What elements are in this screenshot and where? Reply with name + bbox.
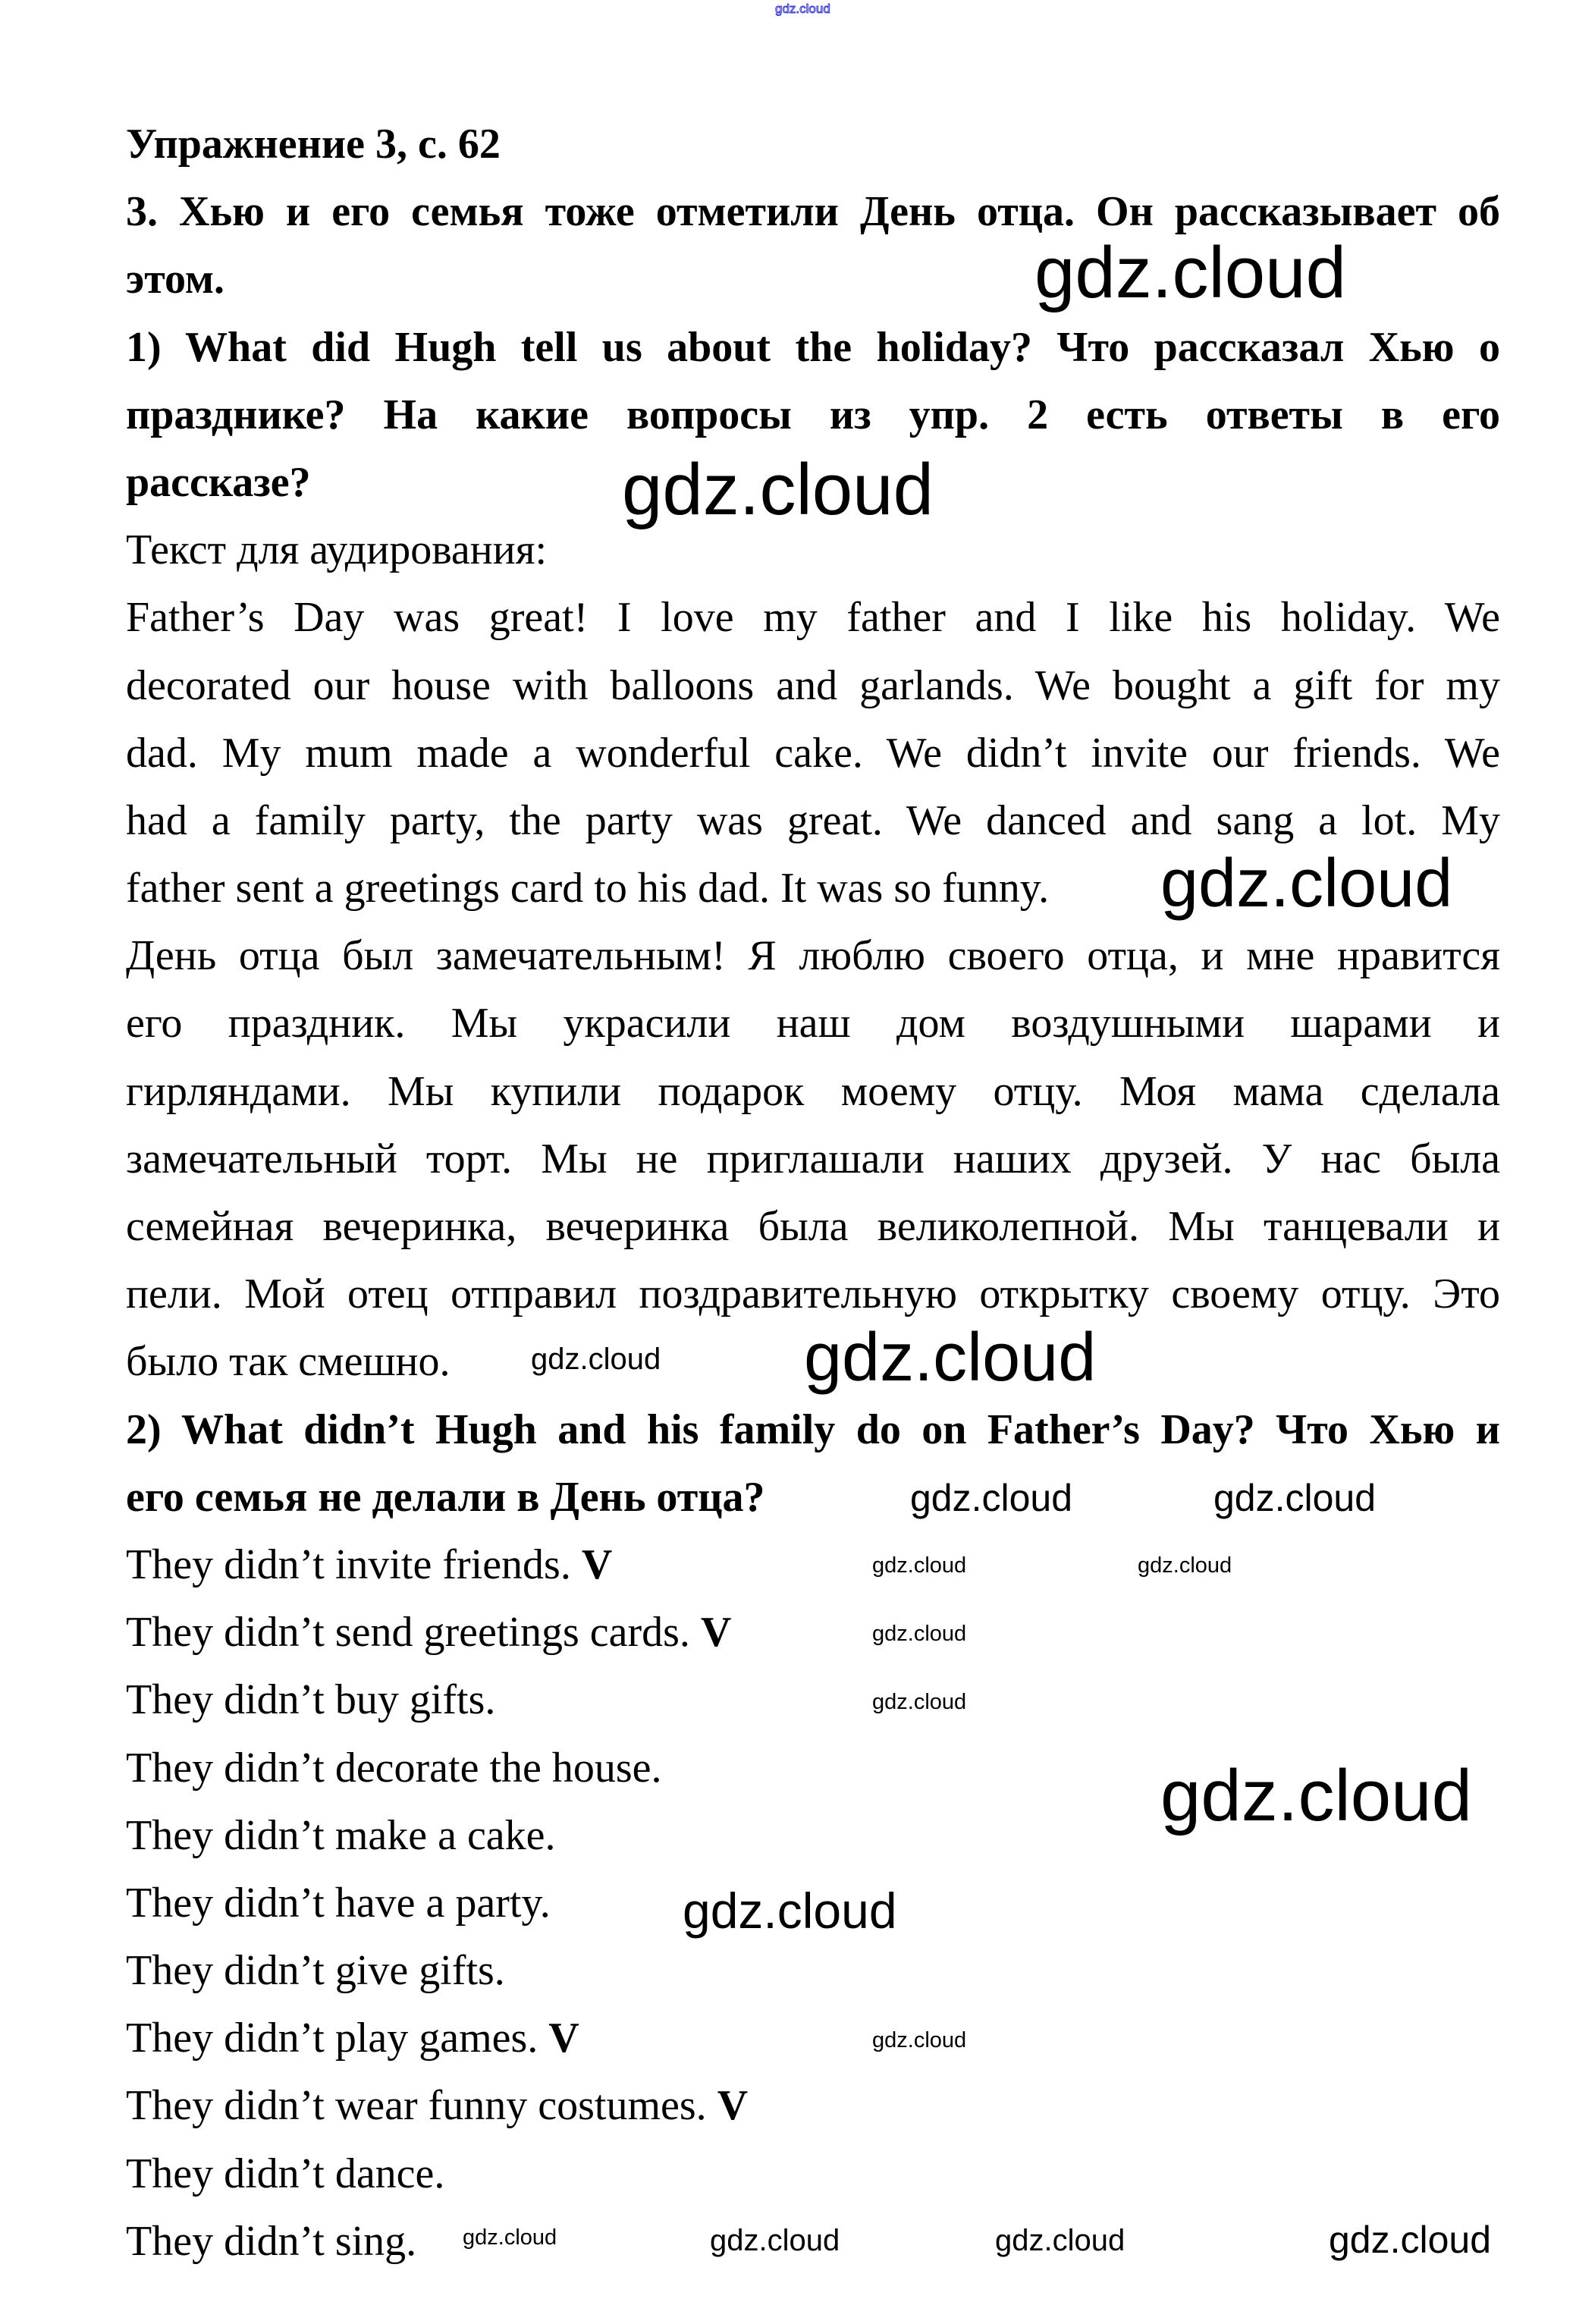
english-text-line: father sent a greetings card to his dad. It was so funny.	[126, 865, 1050, 912]
question-1-line: 1) What did Hugh tell us about the holiday? Что рассказал Хью о	[126, 323, 1500, 371]
question-1-line: празднике? На какие вопросы из упр. 2 есть ответы в его	[126, 391, 1500, 438]
watermark: gdz.cloud	[995, 2224, 1125, 2257]
answer-text: They didn’t dance.	[126, 2150, 445, 2197]
answer-text: They didn’t send greetings cards.	[126, 1609, 690, 1657]
watermark: gdz.cloud	[910, 1477, 1073, 1519]
english-text-line: Father’s Day was great! I love my father and I like his holiday. We	[126, 594, 1500, 642]
answer-item	[126, 2005, 1500, 2072]
answer-text: They didn’t wear funny costumes.	[126, 2082, 707, 2130]
answer-check-mark: V	[717, 2082, 749, 2130]
watermark: gdz.cloud	[1329, 2219, 1492, 2261]
question-2-line: его семья не делали в День отца?	[126, 1473, 765, 1521]
watermark: gdz.cloud	[1138, 1553, 1232, 1578]
watermark: gdz.cloud	[531, 1343, 661, 1376]
russian-text-line: гирляндами. Мы купили подарок моему отцу. Моя мама сделала	[126, 1067, 1500, 1115]
russian-text-line: его праздник. Мы украсили наш дом воздушными шарами и	[126, 1000, 1500, 1047]
english-text-line: had a family party, the party was great. We danced and sang a lot. My	[126, 796, 1500, 844]
watermark-top: gdz.cloud	[775, 2, 830, 16]
answer-item	[126, 1937, 1500, 2005]
answer-text: They didn’t give gifts.	[126, 1947, 505, 1995]
answer-text: They didn’t have a party.	[126, 1879, 551, 1927]
answer-item	[126, 2140, 1500, 2208]
watermark: gdz.cloud	[1160, 1755, 1472, 1836]
watermark: gdz.cloud	[463, 2225, 557, 2250]
answer-check-mark: V	[548, 2015, 579, 2062]
answer-item	[126, 1599, 1500, 1666]
watermark: gdz.cloud	[1213, 1477, 1377, 1519]
russian-text-line: пели. Мой отец отправил поздравительную открытку своему отцу. Это	[126, 1270, 1500, 1318]
russian-text-line: День отца был замечательным! Я люблю своего отца, и мне нравится	[126, 932, 1500, 980]
answer-text: They didn’t make a cake.	[126, 1811, 556, 1859]
answer-check-mark: V	[581, 1540, 613, 1588]
document-body	[126, 111, 1500, 2275]
exercise-title: Упражнение 3, с. 62	[126, 121, 501, 168]
watermark: gdz.cloud	[1160, 846, 1453, 922]
question-1-line: рассказе?	[126, 458, 311, 506]
watermark: gdz.cloud	[683, 1883, 897, 1939]
answer-item	[126, 1666, 1500, 1734]
answer-text: They didn’t decorate the house.	[126, 1744, 662, 1792]
watermark: gdz.cloud	[872, 2028, 967, 2052]
english-text-line: dad. My mum made a wonderful cake. We didn’t invite our friends. We	[126, 729, 1500, 777]
watermark: gdz.cloud	[622, 449, 934, 530]
answer-text: They didn’t invite friends.	[126, 1540, 571, 1588]
watermark: gdz.cloud	[872, 1690, 967, 1714]
task-line: 3. Хью и его семья тоже отметили День отца. Он рассказывает об	[126, 188, 1500, 236]
watermark: gdz.cloud	[710, 2224, 840, 2257]
watermark: gdz.cloud	[804, 1320, 1097, 1396]
answer-text: They didn’t sing.	[126, 2217, 417, 2265]
watermark: gdz.cloud	[872, 1622, 967, 1646]
russian-text-line: замечательный торт. Мы не приглашали наших друзей. У нас была	[126, 1135, 1500, 1182]
english-text-line: decorated our house with balloons and garlands. We bought a gift for my	[126, 661, 1500, 709]
answer-text: They didn’t buy gifts.	[126, 1676, 496, 1724]
task-line: этом.	[126, 256, 225, 303]
answer-text: They didn’t play games.	[126, 2015, 538, 2062]
question-2-line: 2) What didn’t Hugh and his family do on Father’s Day? Что Хью и	[126, 1405, 1500, 1453]
russian-text-line: было так смешно.	[126, 1338, 451, 1386]
answer-item	[126, 2072, 1500, 2140]
listening-label: Текст для аудирования:	[126, 526, 548, 574]
answer-check-mark: V	[700, 1609, 732, 1657]
answer-item	[126, 1531, 1500, 1599]
russian-text-line: семейная вечеринка, вечеринка была великолепной. Мы танцевали и	[126, 1203, 1500, 1250]
watermark: gdz.cloud	[872, 1553, 967, 1578]
watermark: gdz.cloud	[1034, 232, 1346, 313]
